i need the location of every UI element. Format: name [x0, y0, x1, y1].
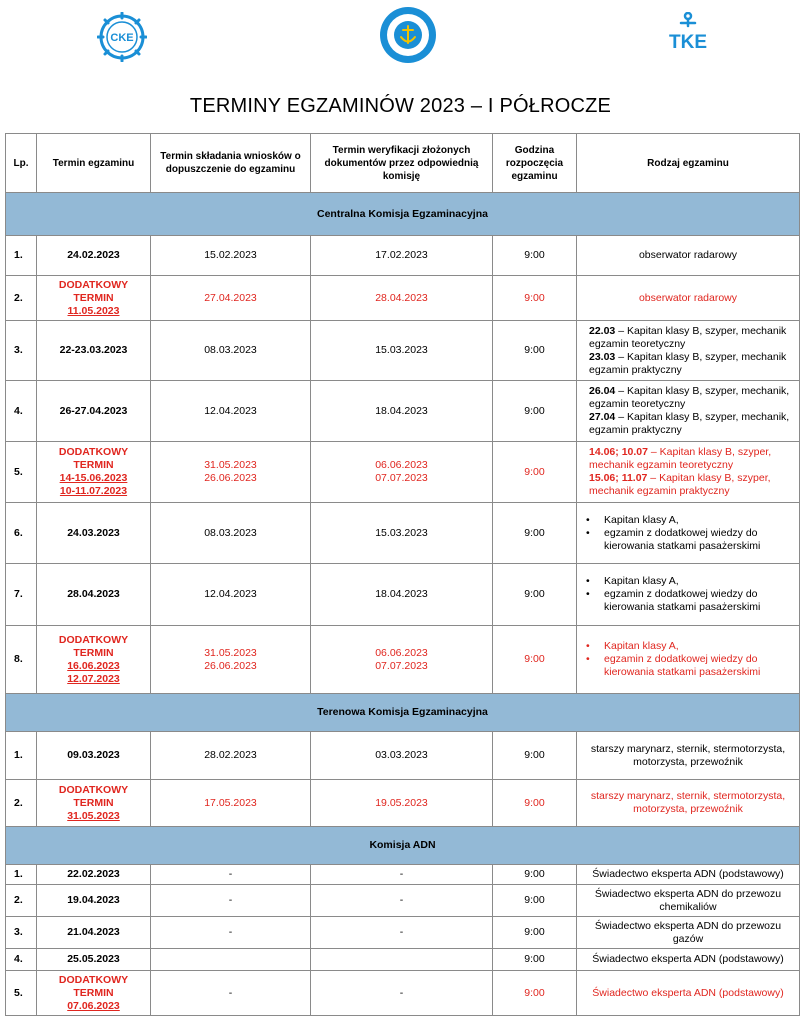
cell-godzina: 9:00: [493, 276, 577, 321]
cell-godzina: 9:00: [493, 949, 577, 971]
cell-termin: 26-27.04.2023: [37, 381, 151, 442]
termin-line: TERMIN: [73, 796, 114, 809]
cell-wnioski: [151, 949, 311, 971]
exam-list: [580, 640, 796, 679]
cell-lp: 5.: [6, 971, 37, 1016]
cell-wnioski: -: [151, 885, 311, 917]
wnioski-line: 31.05.2023: [204, 646, 257, 659]
termin-line: 16.06.2023: [67, 659, 120, 672]
termin-line: 11.05.2023: [67, 304, 120, 317]
table-row: [6, 732, 800, 780]
termin-line: DODATKOWY: [58, 783, 129, 796]
termin-line: TERMIN: [73, 986, 114, 999]
logo-bar: [0, 0, 801, 70]
table-row: [6, 276, 800, 321]
cell-godzina: 9:00: [493, 917, 577, 949]
cell-wnioski: [151, 626, 311, 694]
exam-line: [589, 385, 796, 411]
cell-wnioski: [151, 442, 311, 503]
cell-rodzaj: [577, 626, 800, 694]
table-row: [6, 865, 800, 885]
exam-line: [589, 325, 796, 351]
cell-termin: 09.03.2023: [37, 732, 151, 780]
cell-lp: 1.: [6, 865, 37, 885]
table-row: [6, 971, 800, 1016]
exam-desc: – Kapitan klasy B, szyper, mechanik egzamin teoretyczny: [589, 324, 787, 350]
cell-rodzaj: [577, 442, 800, 503]
table-row: [6, 885, 800, 917]
cell-rodzaj: obserwator radarowy: [577, 276, 800, 321]
cell-weryfikacja: 18.04.2023: [311, 564, 493, 626]
cell-weryfikacja: [311, 626, 493, 694]
cell-godzina: 9:00: [493, 732, 577, 780]
exam-date: 14.06; 10.07: [589, 446, 648, 458]
cell-wnioski: -: [151, 917, 311, 949]
cell-termin: 28.04.2023: [37, 564, 151, 626]
section-title: Komisja ADN: [6, 827, 800, 865]
wnioski-line: 31.05.2023: [204, 459, 257, 471]
cell-lp: 5.: [6, 442, 37, 503]
exam-schedule-table: [5, 133, 800, 1016]
cell-godzina: 9:00: [493, 780, 577, 827]
cell-weryfikacja: 15.03.2023: [311, 503, 493, 564]
exam-desc: – Kapitan klasy B, szyper, mechanik, egzamin teoretyczny: [589, 385, 790, 410]
exam-list: [580, 514, 796, 553]
cell-weryfikacja: 17.02.2023: [311, 236, 493, 276]
table-row: [6, 917, 800, 949]
table-row: [6, 949, 800, 971]
cell-lp: 2.: [6, 780, 37, 827]
exam-date: 23.03: [589, 350, 616, 363]
cell-godzina: 9:00: [493, 885, 577, 917]
cell-weryfikacja: [311, 442, 493, 503]
cell-lp: 8.: [6, 626, 37, 694]
weryfikacja-line: 06.06.2023: [375, 459, 428, 471]
cell-weryfikacja: -: [311, 885, 493, 917]
exam-desc: – Kapitan klasy B, szyper, mechanik, egzamin praktyczny: [589, 411, 790, 436]
cell-termin: 19.04.2023: [37, 885, 151, 917]
cell-wnioski: -: [151, 971, 311, 1016]
termin-line: 14-15.06.2023: [59, 472, 128, 484]
section-title: Terenowa Komisja Egzaminacyjna: [6, 694, 800, 732]
termin-line: DODATKOWY: [58, 973, 129, 986]
cell-rodzaj: Świadectwo eksperta ADN (podstawowy): [577, 971, 800, 1016]
list-item: • egzamin z dodatkowej wiedzy do kierowania statkami pasażerskimi: [604, 588, 796, 614]
cell-godzina: 9:00: [493, 321, 577, 381]
cell-lp: 3.: [6, 917, 37, 949]
cell-weryfikacja: 15.03.2023: [311, 321, 493, 381]
table-row: [6, 503, 800, 564]
tke-logo-icon: [668, 12, 708, 54]
termin-line: 31.05.2023: [67, 809, 120, 822]
cell-godzina: 9:00: [493, 442, 577, 503]
table-row: [6, 626, 800, 694]
exam-line: [589, 446, 796, 472]
cke-logo-icon: [97, 12, 147, 62]
cell-termin: 21.04.2023: [37, 917, 151, 949]
cell-godzina: 9:00: [493, 564, 577, 626]
cell-wnioski: 08.03.2023: [151, 503, 311, 564]
section-title: Centralna Komisja Egzaminacyjna: [6, 193, 800, 236]
cell-godzina: 9:00: [493, 236, 577, 276]
exam-desc: – Kapitan klasy B, szyper, mechanik egzamin teoretyczny: [589, 446, 772, 471]
cell-weryfikacja: -: [311, 917, 493, 949]
cell-lp: 4.: [6, 381, 37, 442]
cell-wnioski: 27.04.2023: [151, 276, 311, 321]
termin-line: DODATKOWY: [58, 633, 129, 646]
cell-rodzaj: Świadectwo eksperta ADN (podstawowy): [577, 949, 800, 971]
cell-termin: [37, 442, 151, 503]
cell-godzina: 9:00: [493, 626, 577, 694]
table-row: [6, 381, 800, 442]
cell-wnioski: 15.02.2023: [151, 236, 311, 276]
cell-lp: 2.: [6, 276, 37, 321]
cell-lp: 6.: [6, 503, 37, 564]
section-row-tk: [6, 694, 800, 732]
cell-rodzaj: Świadectwo eksperta ADN do przewozu gazów: [577, 917, 800, 949]
header-rodzaj: Rodzaj egzaminu: [577, 134, 800, 193]
cell-weryfikacja: 28.04.2023: [311, 276, 493, 321]
cell-rodzaj: [577, 381, 800, 442]
cell-termin: [37, 626, 151, 694]
cell-wnioski: 12.04.2023: [151, 564, 311, 626]
cell-lp: 3.: [6, 321, 37, 381]
wnioski-line: 26.06.2023: [204, 659, 257, 672]
exam-date: 22.03: [589, 324, 616, 337]
termin-line: TERMIN: [73, 459, 114, 471]
weryfikacja-line: 06.06.2023: [375, 646, 428, 659]
cell-termin: [37, 276, 151, 321]
cell-rodzaj: [577, 321, 800, 381]
termin-line: DODATKOWY: [58, 278, 129, 291]
header-wnioski: Termin składania wniosków o dopuszczenie do egzaminu: [151, 134, 311, 193]
wnioski-line: 26.06.2023: [204, 472, 257, 484]
exam-list: [580, 575, 796, 614]
cell-weryfikacja: -: [311, 865, 493, 885]
section-row-adn: [6, 827, 800, 865]
termin-line: TERMIN: [73, 291, 114, 304]
header-termin: Termin egzaminu: [37, 134, 151, 193]
termin-line: DODATKOWY: [58, 446, 129, 458]
table-row: [6, 442, 800, 503]
cell-weryfikacja: -: [311, 971, 493, 1016]
table-header-row: [6, 134, 800, 193]
page-title: TERMINY EGZAMINÓW 2023 – I PÓŁROCZE: [189, 95, 612, 117]
cell-rodzaj: Świadectwo eksperta ADN do przewozu chemikaliów: [577, 885, 800, 917]
cell-termin: [37, 780, 151, 827]
cell-rodzaj: starszy marynarz, sternik, stermotorzysta, motorzysta, przewoźnik: [577, 732, 800, 780]
cell-wnioski: -: [151, 865, 311, 885]
list-item: • egzamin z dodatkowej wiedzy do kierowania statkami pasażerskimi: [604, 527, 796, 553]
header-godzina: Godzina rozpoczęcia egzaminu: [493, 134, 577, 193]
section-row-ck: [6, 193, 800, 236]
cell-wnioski: 08.03.2023: [151, 321, 311, 381]
list-item: • Kapitan klasy A,: [604, 640, 796, 653]
weryfikacja-line: 07.07.2023: [375, 659, 428, 672]
cell-rodzaj: obserwator radarowy: [577, 236, 800, 276]
cell-weryfikacja: 19.05.2023: [311, 780, 493, 827]
cell-termin: 24.02.2023: [37, 236, 151, 276]
exam-line: [589, 472, 796, 498]
table-row: [6, 780, 800, 827]
tke-logo-text: TKE: [669, 32, 707, 53]
header-weryfikacja: Termin weryfikacji złożonych dokumentów przez odpowiednią komisję: [311, 134, 493, 193]
weryfikacja-line: 07.07.2023: [375, 472, 428, 484]
cell-wnioski: 28.02.2023: [151, 732, 311, 780]
cell-termin: 25.05.2023: [37, 949, 151, 971]
cke-logo-text: CKE: [110, 32, 134, 44]
cell-termin: 24.03.2023: [37, 503, 151, 564]
table-row: [6, 564, 800, 626]
cell-termin: 22.02.2023: [37, 865, 151, 885]
exam-desc: – Kapitan klasy B, szyper, mechanik egzamin praktyczny: [589, 350, 787, 376]
table-row: [6, 321, 800, 381]
cell-rodzaj: starszy marynarz, sternik, stermotorzysta, motorzysta, przewoźnik: [577, 780, 800, 827]
cell-lp: 4.: [6, 949, 37, 971]
cell-lp: 1.: [6, 732, 37, 780]
exam-date: 27.04: [589, 411, 616, 423]
ministry-seal-icon: [379, 6, 437, 64]
termin-line: TERMIN: [73, 646, 114, 659]
exam-desc: – Kapitan klasy B, szyper, mechanik egzamin praktyczny: [589, 472, 771, 497]
exam-line: [589, 351, 796, 377]
cell-lp: 7.: [6, 564, 37, 626]
cell-rodzaj: [577, 564, 800, 626]
cell-weryfikacja: [311, 949, 493, 971]
cell-rodzaj: Świadectwo eksperta ADN (podstawowy): [577, 865, 800, 885]
cell-termin: 22-23.03.2023: [37, 321, 151, 381]
cell-wnioski: 12.04.2023: [151, 381, 311, 442]
cell-rodzaj: [577, 503, 800, 564]
cell-wnioski: 17.05.2023: [151, 780, 311, 827]
termin-line: 10-11.07.2023: [59, 485, 128, 497]
cell-lp: 2.: [6, 885, 37, 917]
cell-lp: 1.: [6, 236, 37, 276]
exam-date: 15.06; 11.07: [589, 472, 648, 484]
table-row: [6, 236, 800, 276]
termin-line: 07.06.2023: [67, 999, 120, 1012]
cell-weryfikacja: 18.04.2023: [311, 381, 493, 442]
exam-line: [589, 411, 796, 437]
termin-line: 12.07.2023: [67, 672, 120, 685]
list-item: • egzamin z dodatkowej wiedzy do kierowania statkami pasażerskimi: [604, 653, 796, 679]
cell-godzina: 9:00: [493, 503, 577, 564]
cell-weryfikacja: 03.03.2023: [311, 732, 493, 780]
cell-termin: [37, 971, 151, 1016]
cell-godzina: 9:00: [493, 971, 577, 1016]
list-item: • Kapitan klasy A,: [604, 575, 796, 588]
header-lp: Lp.: [6, 134, 37, 193]
cell-godzina: 9:00: [493, 381, 577, 442]
list-item: • Kapitan klasy A,: [604, 514, 796, 527]
exam-date: 26.04: [589, 385, 616, 397]
cell-godzina: 9:00: [493, 865, 577, 885]
